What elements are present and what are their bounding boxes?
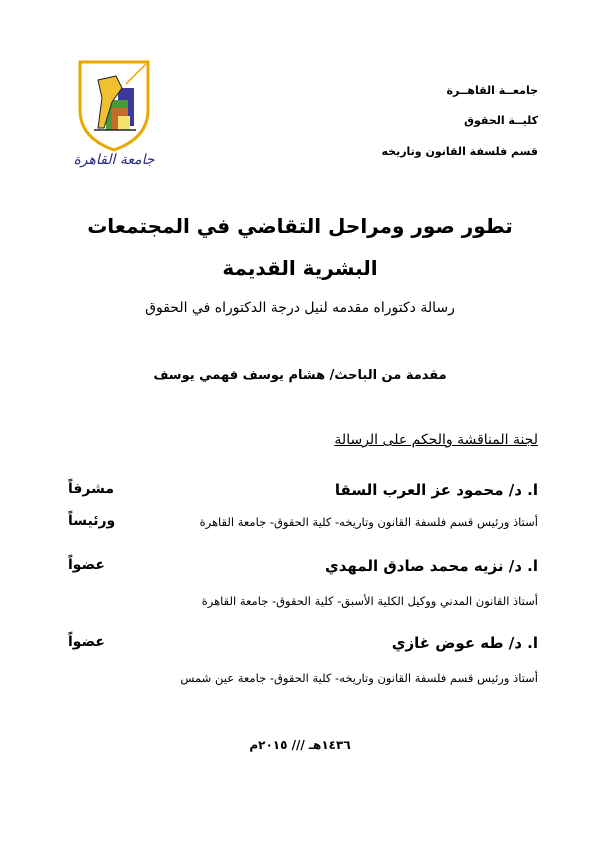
member-role: مشرفاً: [68, 481, 115, 497]
committee-heading: لجنة المناقشة والحكم على الرسالة: [334, 432, 538, 448]
date: ١٤٣٦هـ /// ٢٠١٥م: [249, 738, 351, 752]
member-description: أستاذ ورئيس قسم فلسفة القانون وتاريخه- كلية الحقوق- جامعة عين شمس: [180, 671, 538, 685]
university-name: جامعــة القاهــرة: [446, 84, 538, 97]
member-description: أستاذ ورئيس قسم فلسفة القانون وتاريخه- كلية الحقوق- جامعة القاهرة: [199, 515, 538, 529]
researcher: مقدمة من الباحث/ هشام يوسف فهمي يوسف: [153, 368, 447, 383]
member-role-2: ورئيساً: [68, 513, 116, 529]
svg-text:جامعة القاهرة: جامعة القاهرة: [73, 152, 155, 168]
thesis-title-line-1: تطور صور ومراحل التقاضي في المجتمعات: [87, 214, 513, 238]
member-role: عضواً: [68, 634, 105, 650]
thesis-subtitle: رسالة دكتوراه مقدمه لنيل درجة الدكتوراه في الحقوق: [145, 300, 455, 316]
thesis-title-line-2: البشرية القديمة: [222, 256, 378, 280]
member-name: ا. د/ طه عوض غازي: [391, 634, 538, 652]
faculty-name: كليــة الحقوق: [464, 114, 538, 127]
member-description: أستاذ القانون المدني ووكيل الكلية الأسبق- كلية الحقوق- جامعة القاهرة: [201, 594, 538, 608]
member-name: ا. د/ محمود عز العرب السقا: [334, 481, 538, 499]
member-role: عضواً: [68, 557, 105, 573]
department-name: قسم فلسفة القانون وتاريخه: [381, 145, 538, 158]
cairo-university-logo: [70, 58, 160, 168]
member-name: ا. د/ نزيه محمد صادق المهدي: [324, 557, 538, 575]
